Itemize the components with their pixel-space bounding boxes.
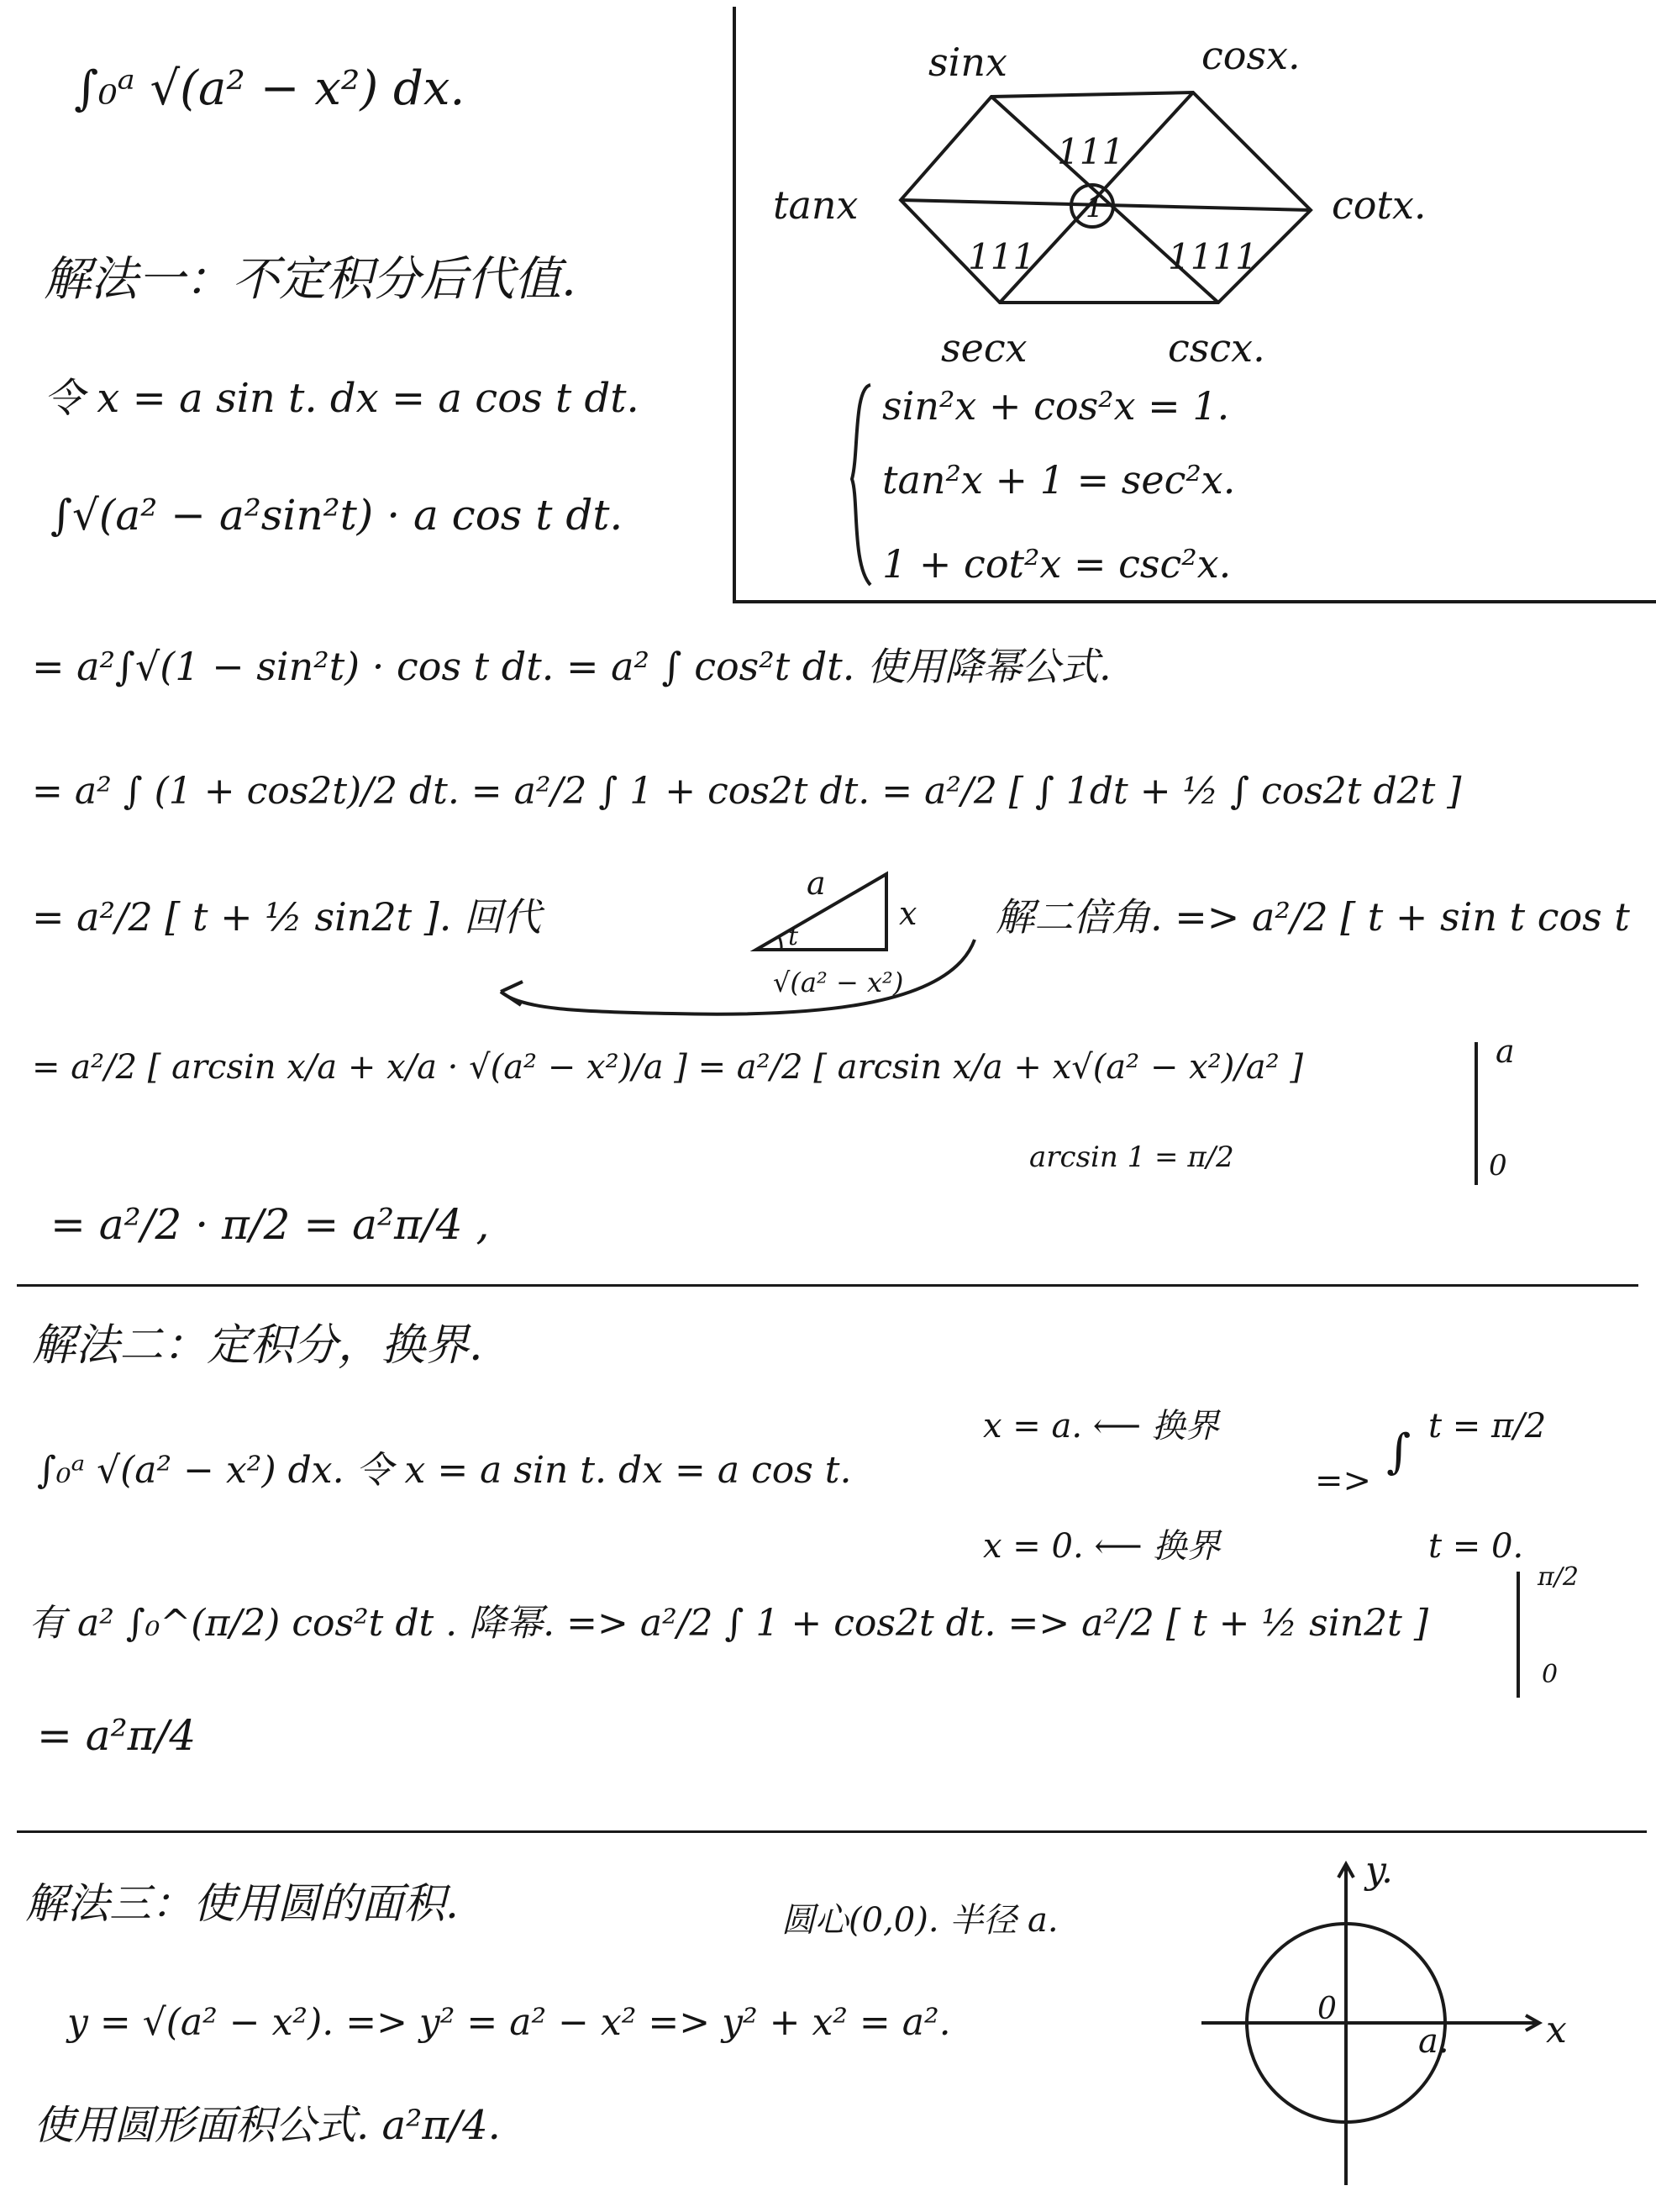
- circle-diagram: [1168, 1832, 1588, 2202]
- evaluation-bar: [1475, 1042, 1478, 1185]
- panel-left-border: [733, 7, 736, 603]
- tick-mark-right: 1111: [1168, 236, 1258, 277]
- triangle-opposite-label: x: [899, 895, 917, 932]
- method1-line4-double-angle: 解二倍角. => a²/2 [ t + sin t cos t: [996, 894, 1630, 940]
- method2-bound-lower: x = 0. ⟵ 换界: [983, 1527, 1221, 1566]
- vertex-sec: secx: [941, 325, 1028, 370]
- vertex-cot: cotx.: [1332, 182, 1427, 228]
- triangle-adjacent-label: √(a² − x²): [773, 966, 904, 998]
- problem-integral: ∫₀ᵃ √(a² − x²) dx.: [74, 61, 465, 116]
- method3-line1: y = √(a² − x²). => y² = a² − x² => y² + x² = a².: [67, 2001, 951, 2044]
- identity-brace: [840, 380, 874, 590]
- method1-header: 解法一：不定积分后代值.: [44, 252, 576, 307]
- method1-line1: ∫√(a² − a²sin²t) · a cos t dt.: [50, 491, 623, 540]
- method3-circle-note: 圆心(0,0). 半径 a.: [781, 1901, 1059, 1940]
- identity-3: 1 + cot²x = csc²x.: [882, 541, 1232, 587]
- method2-bound-upper: x = a. ⟵ 换界: [983, 1407, 1219, 1446]
- method2-integral-sign: ∫: [1386, 1425, 1412, 1479]
- radius-label: a.: [1418, 2022, 1449, 2061]
- method1-result: = a²/2 · π/2 = a²π/4 ,: [50, 1200, 490, 1249]
- vertex-sin: sinx: [928, 40, 1007, 85]
- origin-label: 0: [1317, 1992, 1337, 2026]
- center-one: 1: [1086, 191, 1104, 224]
- triangle-hypotenuse-label: a: [807, 865, 826, 902]
- evaluation-lower-limit: 0: [1489, 1149, 1507, 1182]
- method2-arrow: =>: [1315, 1462, 1372, 1500]
- method2-line1: ∫₀ᵃ √(a² − x²) dx. 令 x = a sin t. dx = a cos t.: [37, 1449, 852, 1492]
- trig-hexagon-diagram: [748, 17, 1656, 370]
- method1-substitution: 令 x = a sin t. dx = a cos t dt.: [44, 375, 639, 422]
- method2-eval-upper: π/2: [1538, 1562, 1579, 1592]
- method3-line2: 使用圆形面积公式. a²π/4.: [34, 2102, 501, 2149]
- back-substitution-arrow: [471, 933, 991, 1025]
- panel-bottom-border: [733, 600, 1656, 603]
- vertex-cos: cosx.: [1201, 33, 1301, 78]
- method1-line4: = a²/2 [ t + ½ sin2t ]. 回代: [32, 894, 541, 940]
- tick-mark-top: 111: [1057, 131, 1125, 172]
- tick-mark-left: 111: [968, 236, 1036, 277]
- method2-result: = a²π/4: [37, 1711, 197, 1760]
- axis-x-label: x: [1546, 2009, 1567, 2051]
- method2-t-upper: t = π/2: [1428, 1407, 1547, 1446]
- identity-1: sin²x + cos²x = 1.: [882, 383, 1230, 429]
- method2-eval-lower: 0: [1542, 1660, 1559, 1689]
- vertex-tan: tanx: [773, 182, 859, 228]
- method3-header: 解法三：使用圆的面积.: [25, 1879, 459, 1928]
- method2-evaluation-bar: [1517, 1572, 1520, 1698]
- vertex-csc: cscx.: [1168, 325, 1265, 370]
- method1-line5: = a²/2 [ arcsin x/a + x/a · √(a² − x²)/a ] = a²/2 [ arcsin x/a + x√(a² − x²)/a² ]: [32, 1048, 1304, 1087]
- evaluation-upper-limit: a: [1496, 1033, 1515, 1070]
- identity-2: tan²x + 1 = sec²x.: [882, 457, 1236, 503]
- axis-y-label: y.: [1365, 1849, 1393, 1892]
- triangle-angle-label: t: [788, 922, 799, 951]
- method1-line3: = a² ∫ (1 + cos2t)/2 dt. = a²/2 ∫ 1 + cos2t dt. = a²/2 [ ∫ 1dt + ½ ∫ cos2t d2t ]: [32, 770, 1462, 813]
- method2-t-lower: t = 0.: [1428, 1527, 1524, 1566]
- divider-1: [17, 1284, 1638, 1287]
- method2-header: 解法二：定积分，换界.: [32, 1320, 483, 1371]
- method2-line2: 有 a² ∫₀^(π/2) cos²t dt . 降幂. => a²/2 ∫ 1 + cos2t dt. => a²/2 [ t + ½ sin2t ]: [29, 1602, 1428, 1645]
- arcsin-note: arcsin 1 = π/2: [1029, 1140, 1234, 1174]
- method1-line2: = a²∫√(1 − sin²t) · cos t dt. = a² ∫ cos²t dt. 使用降幂公式.: [32, 644, 1112, 689]
